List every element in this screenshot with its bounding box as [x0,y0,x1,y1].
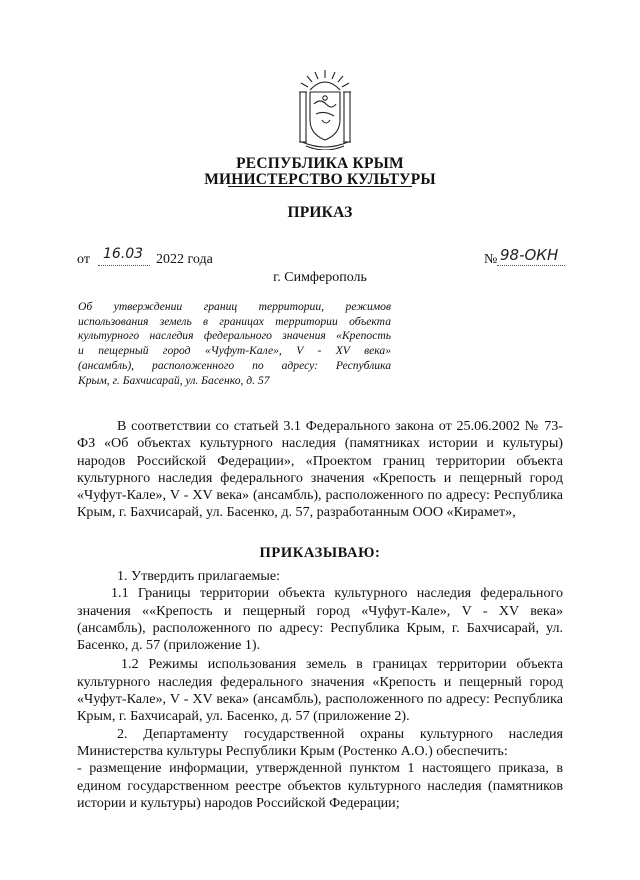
ministry-title: МИНИСТЕРСТВО КУЛЬТУРЫ [204,171,436,188]
subject-line: Об утверждении границ территории, режимов [78,300,391,313]
item-1-1: 1.1 Границы территории объекта культурного наследия федерального значения ««Крепость и пещерный город «Чуфут-Кале», V - XV века» (ансамбль), расположенного по адресу: Республика Крым, г. Бахчисарай, ул. Басенко, д. 57 (приложение 1). [77,585,563,654]
item-1-2: 1.2 Режимы использования земель в границах территории объекта культурного наследия федерального значения «Крепость и пещерный город «Чуфут-Кале», V - XV века» (ансамбль), расположенного по адресу: Республика Крым, г. Бахчисарай, ул. Басенко, д. 57 (приложение 2). [77,656,563,725]
item-2: 2. Департаменту государственной охраны культурного наследия Министерства культуры Республики Крым (Ростенко А.О.) обеспечить: [77,725,563,759]
order-word: ПРИКАЗЫВАЮ: [259,545,381,561]
subject-line: культурного наследия федерального значения «Крепость [78,329,391,343]
coat-of-arms-emblem [296,68,354,150]
item-2-a: - размещение информации, утвержденной пунктом 1 настоящего приказа, в едином государственном реестре объектов культурного наследия (памятников истории и культуры) народов Российской Федерации; [77,760,563,811]
doc-type-title: ПРИКАЗ [287,204,353,221]
date-underline [98,265,150,266]
subject-line: Крым, г. Бахчисарай, ул. Басенко, д. 57 [78,373,270,387]
subject-line: (ансамбль), расположенного по адресу: Республика [78,358,391,372]
item-1: 1. Утвердить прилагаемые: [117,568,281,584]
number-prefix: № [484,252,498,267]
date-year: 2022 года [156,252,213,267]
header-divider [228,186,412,187]
subject-line: и пещерный город «Чуфут-Кале», V - XV века» [78,344,391,358]
handwritten-date: 16.03 [103,246,144,262]
subject-line: использования земель в границах территории объекта [78,314,391,328]
republic-title: РЕСПУБЛИКА КРЫМ [236,155,404,172]
number-underline [497,265,565,266]
order-subject [78,300,391,388]
city: г. Симферополь [273,270,367,285]
preamble-paragraph: В соответствии со статьей 3.1 Федерального закона от 25.06.2002 № 73-ФЗ «Об объектах культурного наследия (памятниках истории и культуры) народов Российской Федерации», «Проектом границ территории объекта культурного наследия федерального значения «Крепость и пещерный город «Чуфут-Кале», V - XV века» (ансамбль), расположенного по адресу: Республика Крым, г. Бахчисарай, ул. Басенко, д. 57, разработанным ООО «Кирамет», [77,418,563,521]
date-prefix: от [77,252,90,267]
order-items [77,568,563,812]
preamble-section [77,418,563,522]
handwritten-number: 98-ОКН [500,246,559,264]
